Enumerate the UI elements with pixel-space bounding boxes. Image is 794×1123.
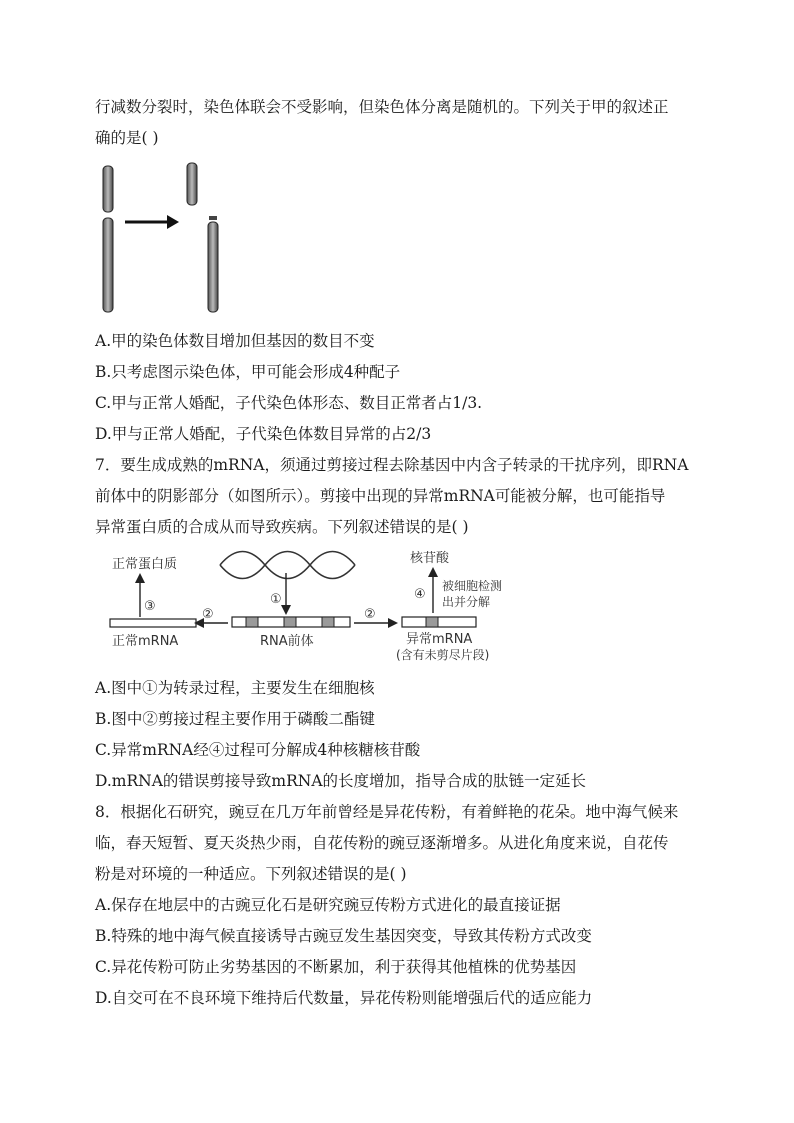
arrow-up-icon xyxy=(135,573,145,583)
option-b: B.特殊的地中海气候直接诱导古豌豆发生基因突变，导致其传粉方式改变 xyxy=(95,927,592,945)
chromosome-left-long-arm xyxy=(103,218,113,312)
normal-mrna-bar xyxy=(110,619,196,627)
abnormal-mrna-bar xyxy=(402,617,476,627)
label-abnormal-mrna: 异常mRNA xyxy=(406,632,473,647)
arrow-up-icon xyxy=(428,567,438,577)
label-normal-mrna: 正常mRNA xyxy=(112,634,179,649)
chromosome-right-long-tip xyxy=(209,216,217,220)
label-step-4: ④ xyxy=(414,587,426,602)
label-step-2-right: ② xyxy=(364,607,376,622)
chromosome-left-short-arm xyxy=(103,166,113,212)
label-step-1: ① xyxy=(270,592,282,607)
label-step-2-left: ② xyxy=(202,607,214,622)
option-d: D.甲与正常人婚配，子代染色体数目异常的占2/3 xyxy=(95,425,432,443)
option-a: A.图中①为转录过程，主要发生在细胞核 xyxy=(95,679,375,697)
intron-remnant-segment xyxy=(426,617,438,627)
option-d: D.自交可在不良环境下维持后代数量，异花传粉则能增强后代的适应能力 xyxy=(95,989,593,1007)
intron-segment xyxy=(284,617,296,627)
question-8-text: 8．根据化石研究，豌豆在几万年前曾经是异花传粉，有着鲜艳的花朵。地中海气候来 xyxy=(95,803,679,821)
question-text-line: 行减数分裂时，染色体联会不受影响，但染色体分离是随机的。下列关于甲的叙述正 xyxy=(95,98,669,116)
question-8-text: 临，春天短暂、夏天炎热少雨，自花传粉的豌豆逐渐增多。从进化角度来说，自花传 xyxy=(95,834,669,852)
intron-segment xyxy=(322,617,334,627)
label-detect-line2: 出并分解 xyxy=(442,595,491,609)
rna-splicing-diagram xyxy=(100,545,510,667)
question-7-text: 异常蛋白质的合成从而导致疾病。下列叙述错误的是( ) xyxy=(95,518,469,536)
label-detect-line1: 被细胞检测 xyxy=(442,579,503,593)
question-7-text: 7．要生成成熟的mRNA，须通过剪接过程去除基因中内含子转录的干扰序列，即RNA xyxy=(95,456,689,474)
chromosome-figure xyxy=(95,158,235,318)
option-c: C.异常mRNA经④过程可分解成4种核糖核苷酸 xyxy=(95,741,421,759)
option-b: B.图中②剪接过程主要作用于磷酸二酯键 xyxy=(95,710,375,728)
option-a: A.甲的染色体数目增加但基因的数目不变 xyxy=(95,332,375,350)
arrow-down-icon xyxy=(281,605,291,615)
chromosome-right-long xyxy=(208,222,218,312)
option-c: C.甲与正常人婚配，子代染色体形态、数目正常者占1/3. xyxy=(95,394,483,412)
chromosome-right-small xyxy=(187,163,197,205)
label-rna-precursor: RNA前体 xyxy=(260,634,314,649)
dna-helix-strand-a xyxy=(220,552,355,579)
question-text-line: 确的是( ) xyxy=(95,129,159,147)
intron-segment xyxy=(246,617,258,627)
arrow-right-icon xyxy=(388,618,398,628)
dna-helix-strand-b xyxy=(220,552,355,579)
option-a: A.保存在地层中的古豌豆化石是研究豌豆传粉方式进化的最直接证据 xyxy=(95,896,561,914)
question-7-text: 前体中的阴影部分（如图所示）。剪接中出现的异常mRNA可能被分解，也可能指导 xyxy=(95,487,666,505)
option-b: B.只考虑图示染色体，甲可能会形成4种配子 xyxy=(95,363,401,381)
label-abnormal-note: (含有未剪尽片段) xyxy=(396,648,490,662)
question-8-text: 粉是对环境的一种适应。下列叙述错误的是( ) xyxy=(95,865,407,883)
arrow-right-icon xyxy=(167,215,179,229)
label-normal-protein: 正常蛋白质 xyxy=(112,557,178,572)
option-c: C.异花传粉可防止劣势基因的不断累加，利于获得其他植株的优势基因 xyxy=(95,958,577,976)
label-nucleotide: 核苷酸 xyxy=(410,551,450,566)
label-step-3: ③ xyxy=(144,599,156,614)
option-d: D.mRNA的错误剪接导致mRNA的长度增加，指导合成的肽链一定延长 xyxy=(95,772,587,790)
